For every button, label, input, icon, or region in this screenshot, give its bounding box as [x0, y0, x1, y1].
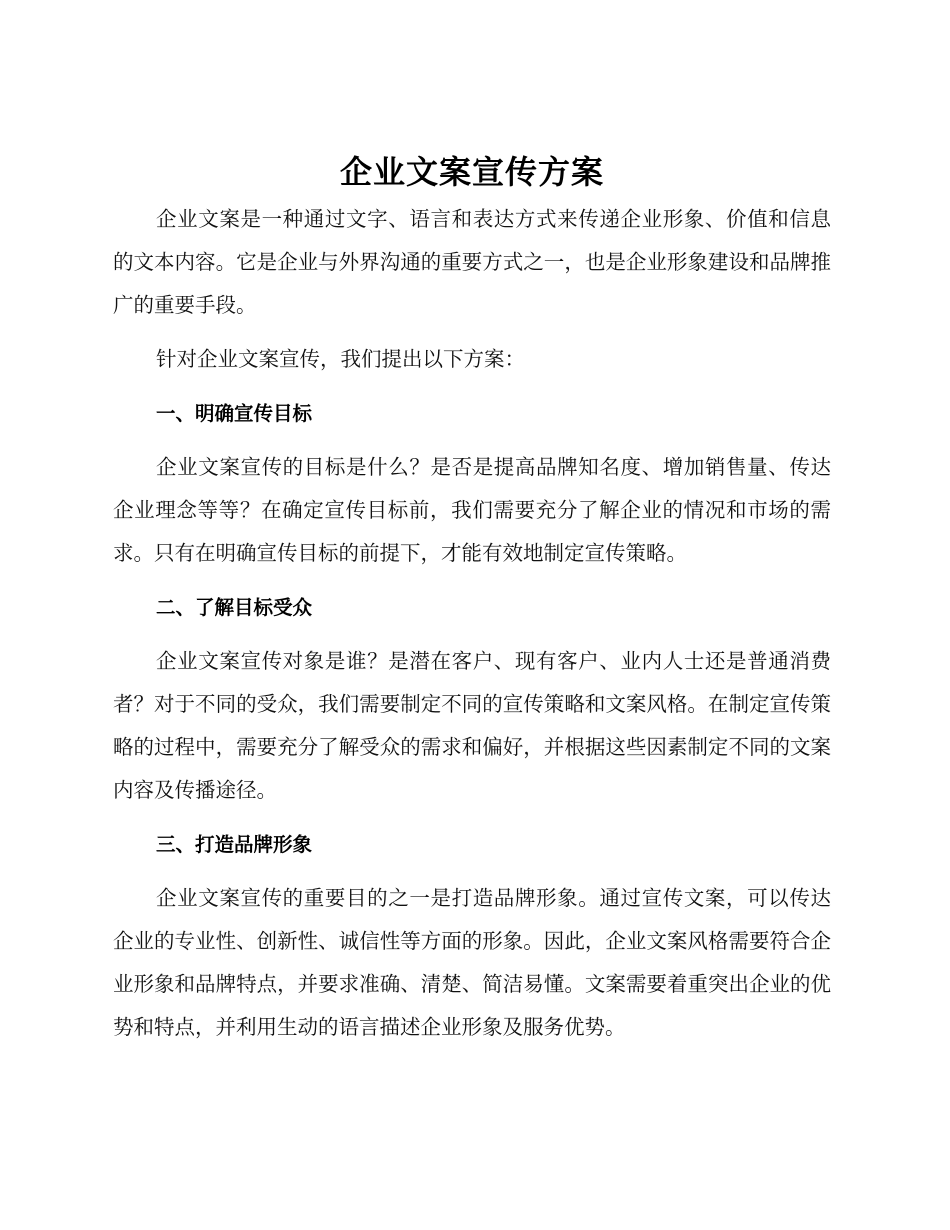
section-heading-goals: 一、明确宣传目标 [156, 402, 313, 425]
section-body-audience: 企业文案宣传对象是谁？是潜在客户、现有客户、业内人士还是普通消费者？对于不同的受众，我们需要制定不同的宣传策略和文案风格。在制定宣传策略的过程中，需要充分了解受众的需求和偏好，并根据这些因素制定不同的文案内容及传播途径。 [113, 649, 831, 802]
section-heading-audience: 二、了解目标受众 [156, 596, 313, 619]
document-title: 企业文案宣传方案 [339, 153, 604, 191]
section-body-goals: 企业文案宣传的目标是什么？是否是提高品牌知名度、增加销售量、传达企业理念等等？在确定宣传目标前，我们需要充分了解企业的情况和市场的需求。只有在明确宣传目标的前提下，才能有效地制定宣传策略。 [113, 455, 831, 565]
section-heading-brand: 三、打造品牌形象 [156, 833, 313, 856]
document-body [113, 148, 831, 1060]
section-body-brand: 企业文案宣传的重要目的之一是打造品牌形象。通过宣传文案，可以传达企业的专业性、创新性、诚信性等方面的形象。因此，企业文案风格需要符合企业形象和品牌特点，并要求准确、清楚、简洁易懂。文案需要着重突出企业的优势和特点，并利用生动的语言描述企业形象及服务优势。 [113, 886, 831, 1039]
intro-paragraph: 企业文案是一种通过文字、语言和表达方式来传递企业形象、价值和信息的文本内容。它是企业与外界沟通的重要方式之一，也是企业形象建设和品牌推广的重要手段。 [113, 207, 831, 317]
lead-paragraph: 针对企业文案宣传，我们提出以下方案： [156, 347, 525, 371]
